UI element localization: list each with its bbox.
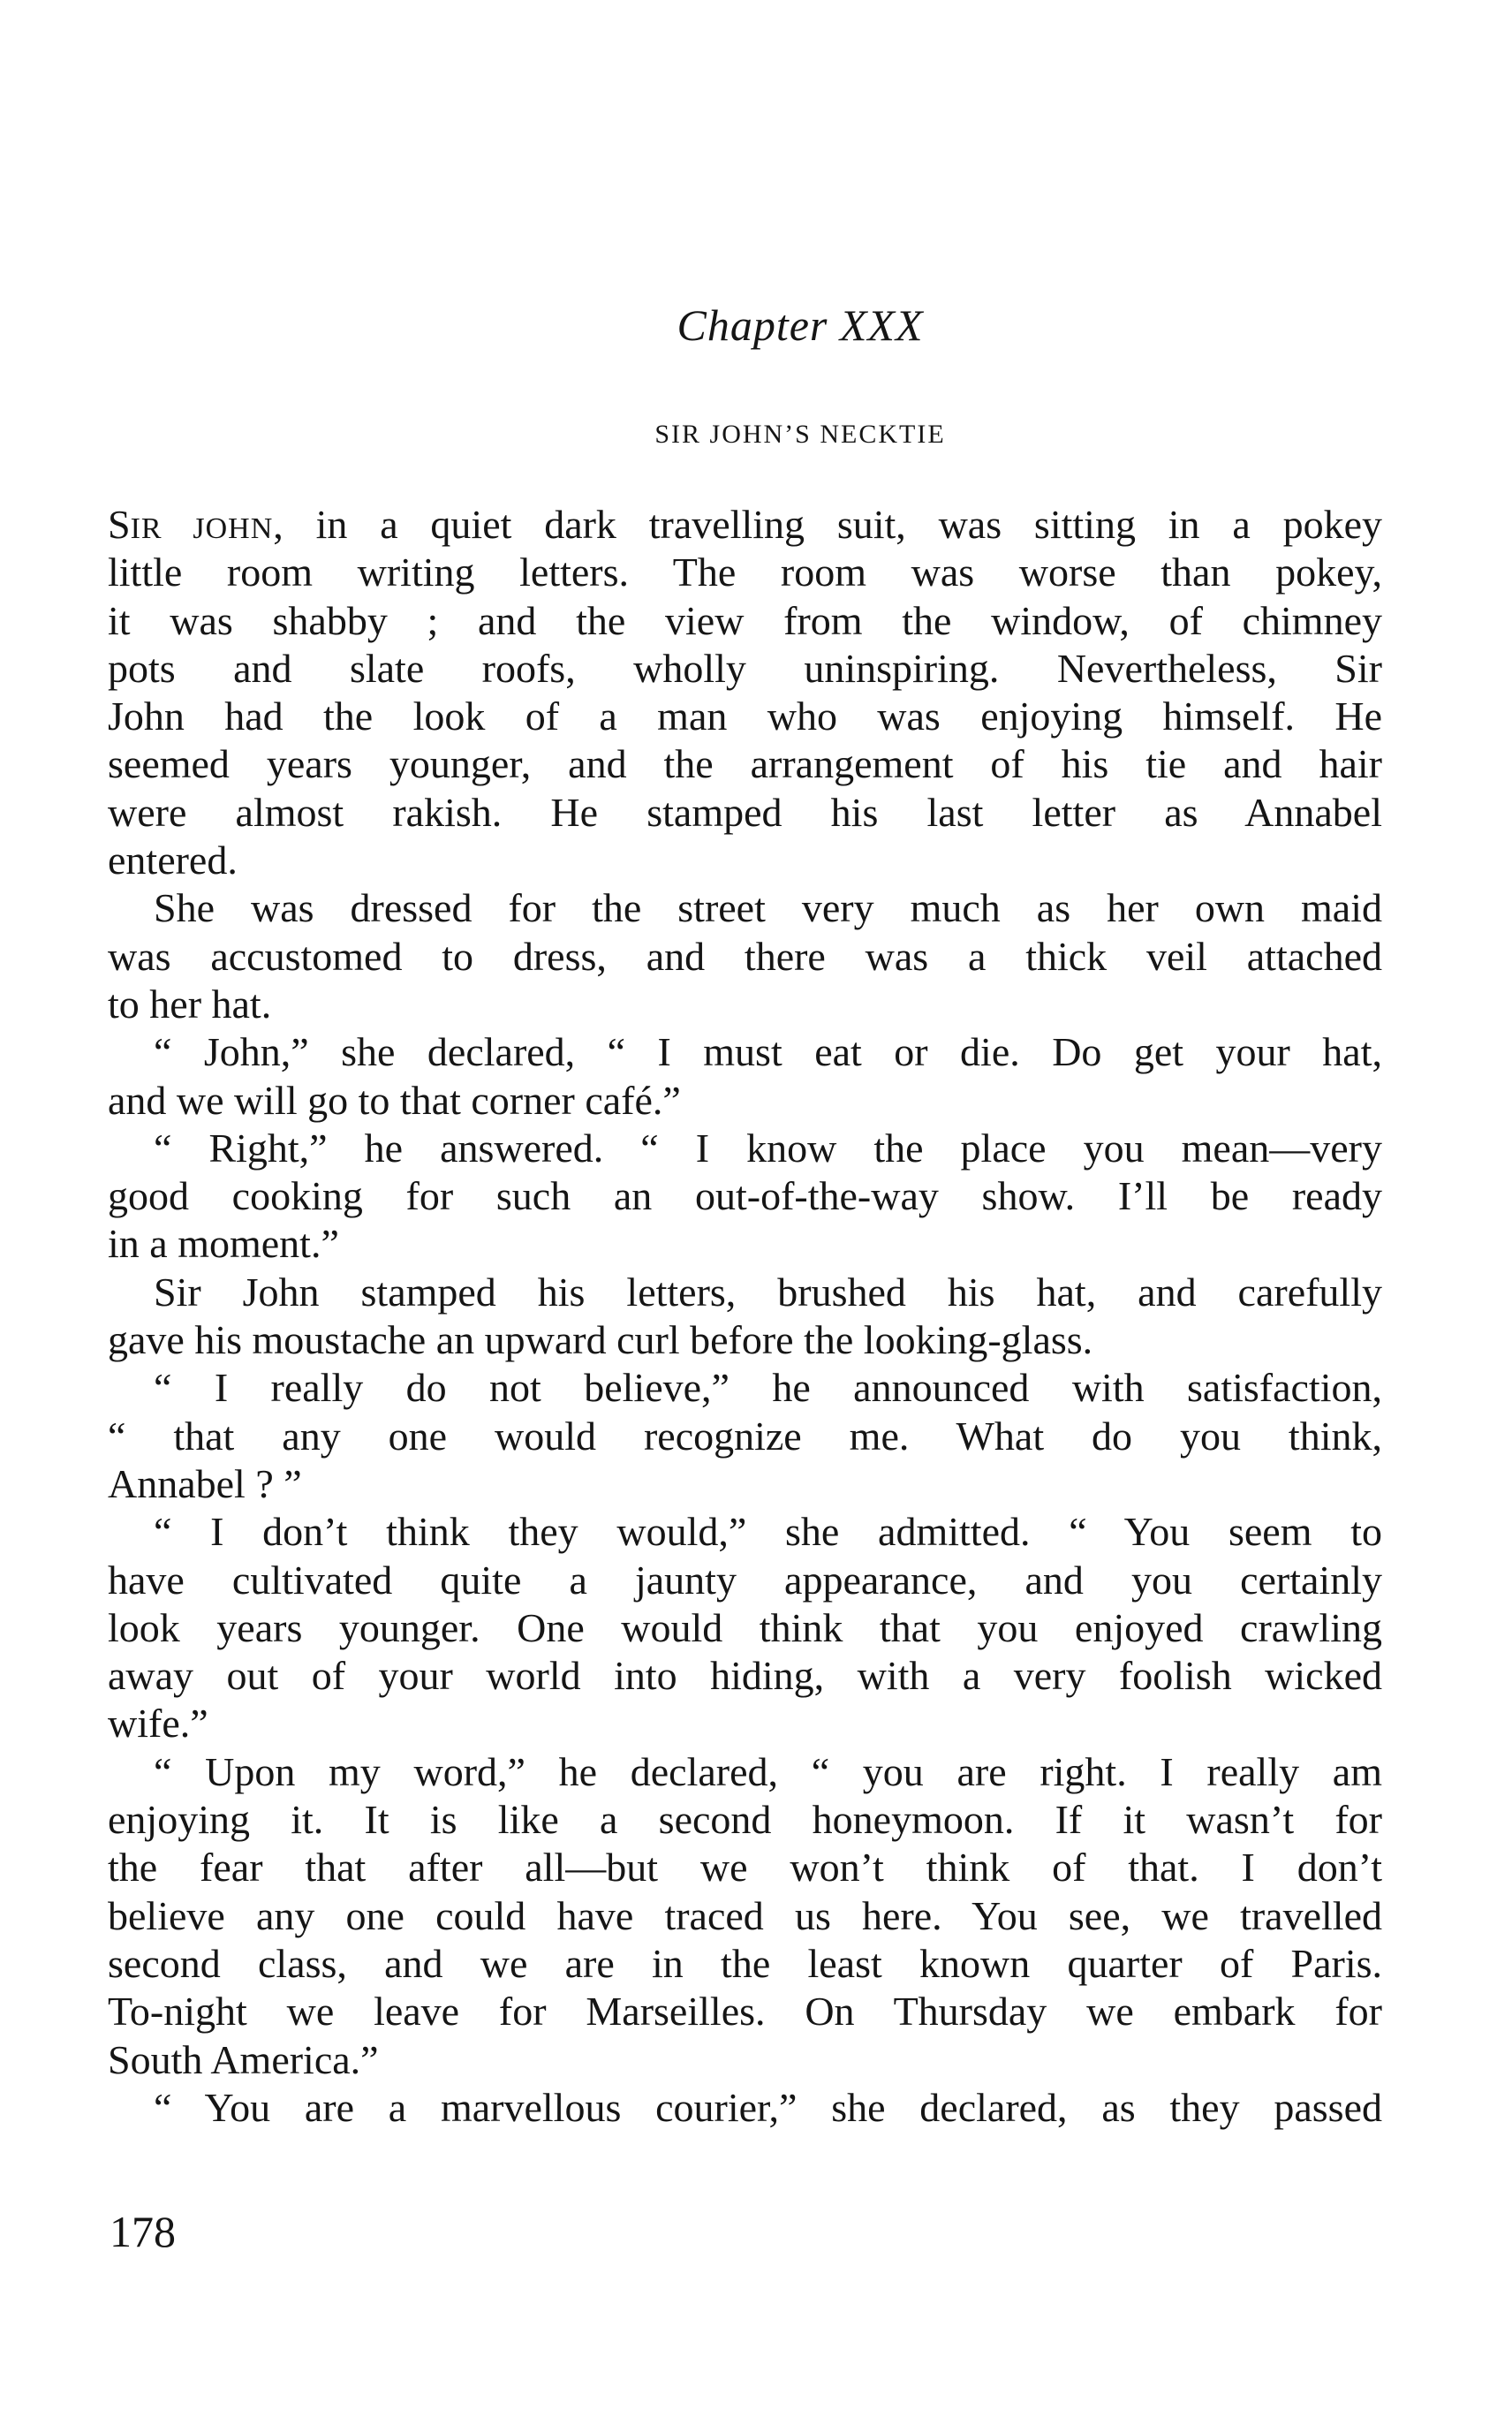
text-line: seemed years younger, and the arrangement of his tie and hair [108,741,1382,787]
text-line: enjoying it. It is like a second honeymoon. If it wasn’t for [108,1797,1382,1843]
text-line: were almost rakish. He stamped his last letter as Annabel [108,789,1382,835]
opening-initial: S [108,502,131,547]
text-line: “ that any one would recognize me. What do you think, [108,1413,1382,1459]
text-line: To-night we leave for Marseilles. On Thursday we embark for [108,1989,1382,2035]
text-line-first [108,501,1382,549]
text-line: away out of your world into hiding, with a very foolish wicked [108,1653,1382,1699]
text-line: “ Upon my word,” he declared, “ you are right. I really am [154,1748,1382,1794]
text-line: gave his moustache an upward curl before the looking-glass. [108,1317,1093,1363]
text-line: look years younger. One would think that you enjoyed crawling [108,1604,1382,1650]
opening-smallcaps: IR JOHN [130,512,274,545]
text-line: it was shabby ; and the view from the window, of chimney [108,597,1382,643]
text-line: wife.” [108,1701,208,1747]
text-line: to her hat. [108,981,272,1027]
text-line: and we will go to that corner café.” [108,1077,681,1123]
text-line: Sir John stamped his letters, brushed his hat, and carefully [154,1269,1382,1315]
text-line: South America.” [108,2036,379,2082]
text-line: in a moment.” [108,1221,339,1267]
page-number: 178 [110,2207,176,2256]
text-line: second class, and we are in the least known quarter of Paris. [108,1940,1382,1986]
text-line: pots and slate roofs, wholly uninspiring. Nevertheless, Sir [108,645,1382,691]
text-line: entered. [108,837,238,883]
text-line: John had the look of a man who was enjoying himself. He [108,693,1382,739]
text-line: “ I really do not believe,” he announced with satisfaction, [154,1365,1382,1411]
text-line: the fear that after all—but we won’t think of that. I don’t [108,1845,1382,1891]
text-line: “ John,” she declared, “ I must eat or die. Do get your hat, [154,1029,1382,1075]
text-line: “ I don’t think they would,” she admitted. “ You seem to [154,1509,1382,1555]
text-line: good cooking for such an out-of-the-way show. I’ll be ready [108,1173,1382,1219]
text-line: She was dressed for the street very much as her own maid [154,885,1382,931]
body-text [108,501,1382,2132]
text-line: “ You are a marvellous courier,” she declared, as they passed [154,2084,1382,2130]
text-line: have cultivated quite a jaunty appearance, and you certainly [108,1557,1382,1603]
text-line: little room writing letters. The room was worse than pokey, [108,549,1382,595]
chapter-title: Chapter XXX [677,300,924,350]
text-line: “ Right,” he answered. “ I know the place you mean—very [154,1125,1382,1171]
opening-rest: , in a quiet dark travelling suit, was sitting in a pokey [273,502,1382,547]
text-line: Annabel ? ” [108,1460,302,1506]
text-line: was accustomed to dress, and there was a thick veil attached [108,933,1382,979]
text-line: believe any one could have traced us here. You see, we travelled [108,1892,1382,1938]
chapter-subtitle: SIR JOHN’S NECKTIE [654,420,946,449]
